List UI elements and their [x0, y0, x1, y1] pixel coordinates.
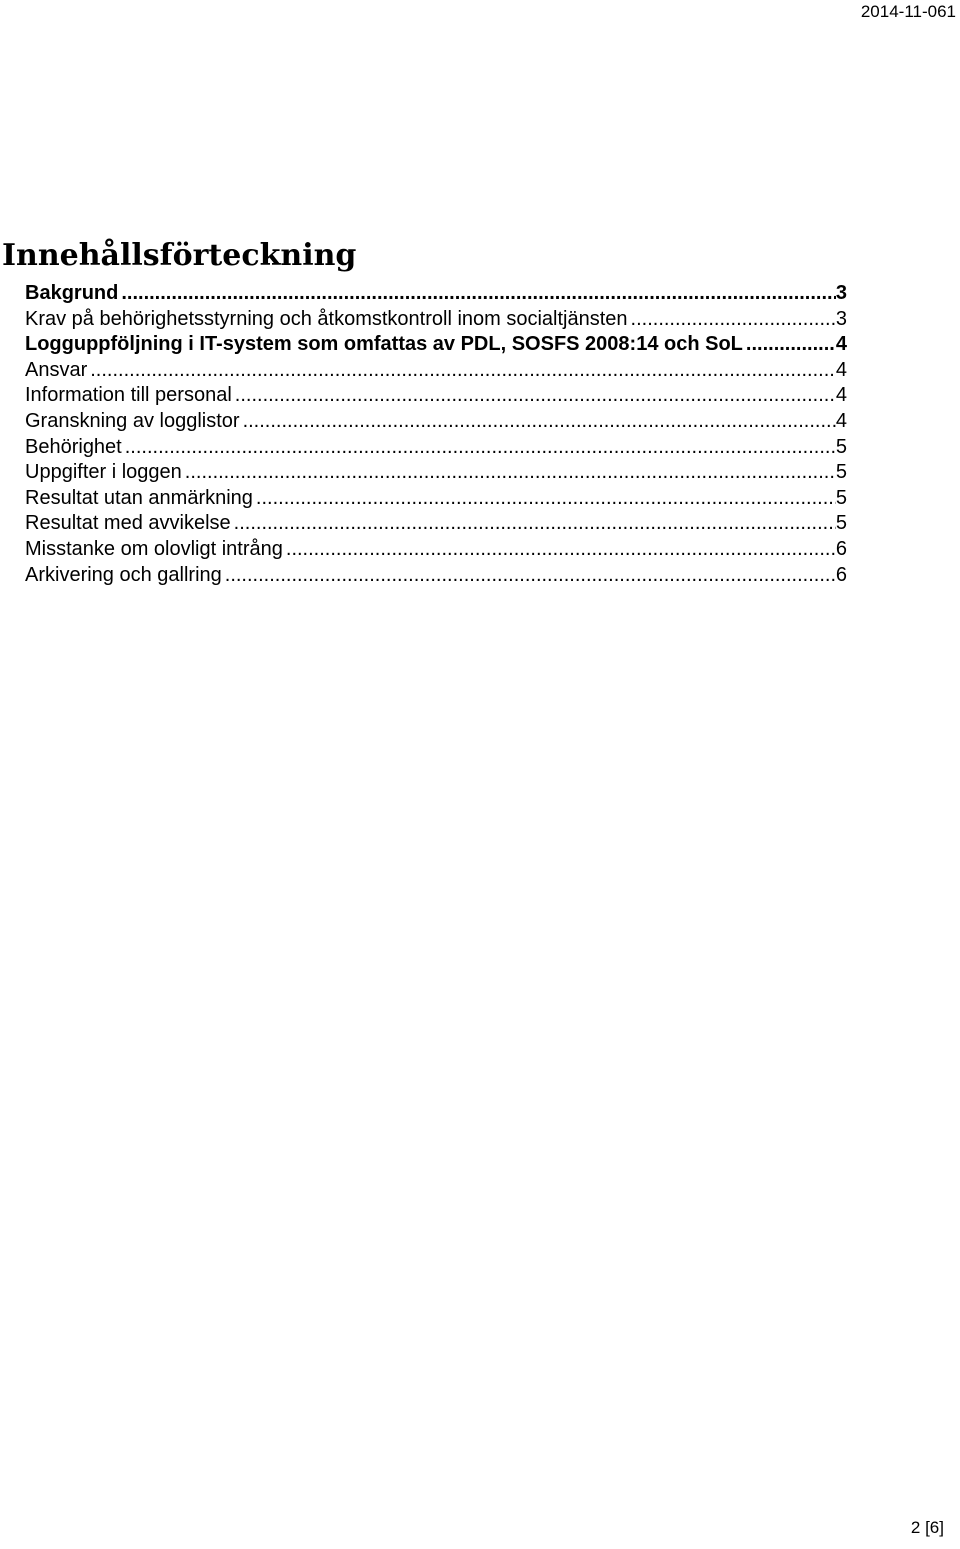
page-indicator: 2 [6] — [910, 1518, 944, 1537]
toc-dot-leader — [628, 307, 836, 333]
toc-entry[interactable] — [25, 460, 847, 486]
toc-entry[interactable] — [25, 358, 847, 384]
toc-dot-leader — [122, 435, 836, 461]
toc-dot-leader — [283, 537, 836, 563]
toc-entry[interactable] — [25, 332, 847, 358]
toc-entry[interactable] — [25, 383, 847, 409]
toc-entry[interactable] — [25, 537, 847, 563]
toc-entry-text: Resultat med avvikelse — [25, 512, 231, 535]
toc-entry-text: Information till personal — [25, 384, 232, 407]
toc-entry-page: 4 — [835, 409, 847, 432]
toc-entry-text: Granskning av logglistor — [25, 409, 240, 432]
toc-entry[interactable] — [25, 563, 847, 589]
toc-entry-page: 5 — [835, 461, 847, 484]
toc-dot-leader — [222, 563, 836, 589]
toc-dot-leader — [253, 486, 836, 512]
toc-entry-text: Resultat utan anmärkning — [25, 486, 253, 509]
toc-entry-text: Misstanke om olovligt intrång — [25, 537, 283, 560]
toc-entry-page: 5 — [835, 486, 847, 509]
toc-entry[interactable] — [25, 511, 847, 537]
toc-entry[interactable] — [25, 409, 847, 435]
toc-entry[interactable] — [25, 435, 847, 461]
toc-entry[interactable] — [25, 281, 847, 307]
toc-entry-text: Behörighet — [25, 435, 122, 458]
toc-title: Innehållsförteckning — [2, 238, 357, 273]
toc-entry-text: Krav på behörighetsstyrning och åtkomstkontroll inom socialtjänsten — [25, 307, 628, 330]
toc-entry-page: 6 — [835, 563, 847, 586]
toc-dot-leader — [118, 281, 836, 307]
toc-entry-page: 4 — [835, 384, 847, 407]
toc-entry-page: 5 — [835, 512, 847, 535]
toc-entry[interactable] — [25, 486, 847, 512]
toc-dot-leader — [231, 511, 836, 537]
toc-entry-text: Arkivering och gallring — [25, 563, 222, 586]
toc-dot-leader — [232, 383, 836, 409]
toc-entry[interactable] — [25, 307, 847, 333]
toc-entry-page: 3 — [835, 307, 847, 330]
toc-entry-page: 3 — [835, 282, 847, 304]
toc-dot-leader — [743, 332, 836, 358]
toc-entry-page: 4 — [835, 333, 847, 356]
table-of-contents — [25, 281, 847, 588]
toc-entry-text: Bakgrund — [25, 282, 119, 304]
toc-entry-text: Logguppföljning i IT-system som omfattas av PDL, SOSFS 2008:14 och SoL — [25, 333, 743, 356]
toc-entry-text: Uppgifter i loggen — [25, 461, 182, 484]
document-date: 2014-11-061 — [860, 2, 956, 21]
toc-entry-text: Ansvar — [25, 358, 88, 381]
toc-dot-leader — [240, 409, 836, 435]
toc-entry-page: 5 — [835, 435, 847, 458]
toc-dot-leader — [182, 460, 836, 486]
toc-entry-page: 6 — [835, 537, 847, 560]
toc-entry-page: 4 — [835, 358, 847, 381]
toc-dot-leader — [87, 358, 836, 384]
